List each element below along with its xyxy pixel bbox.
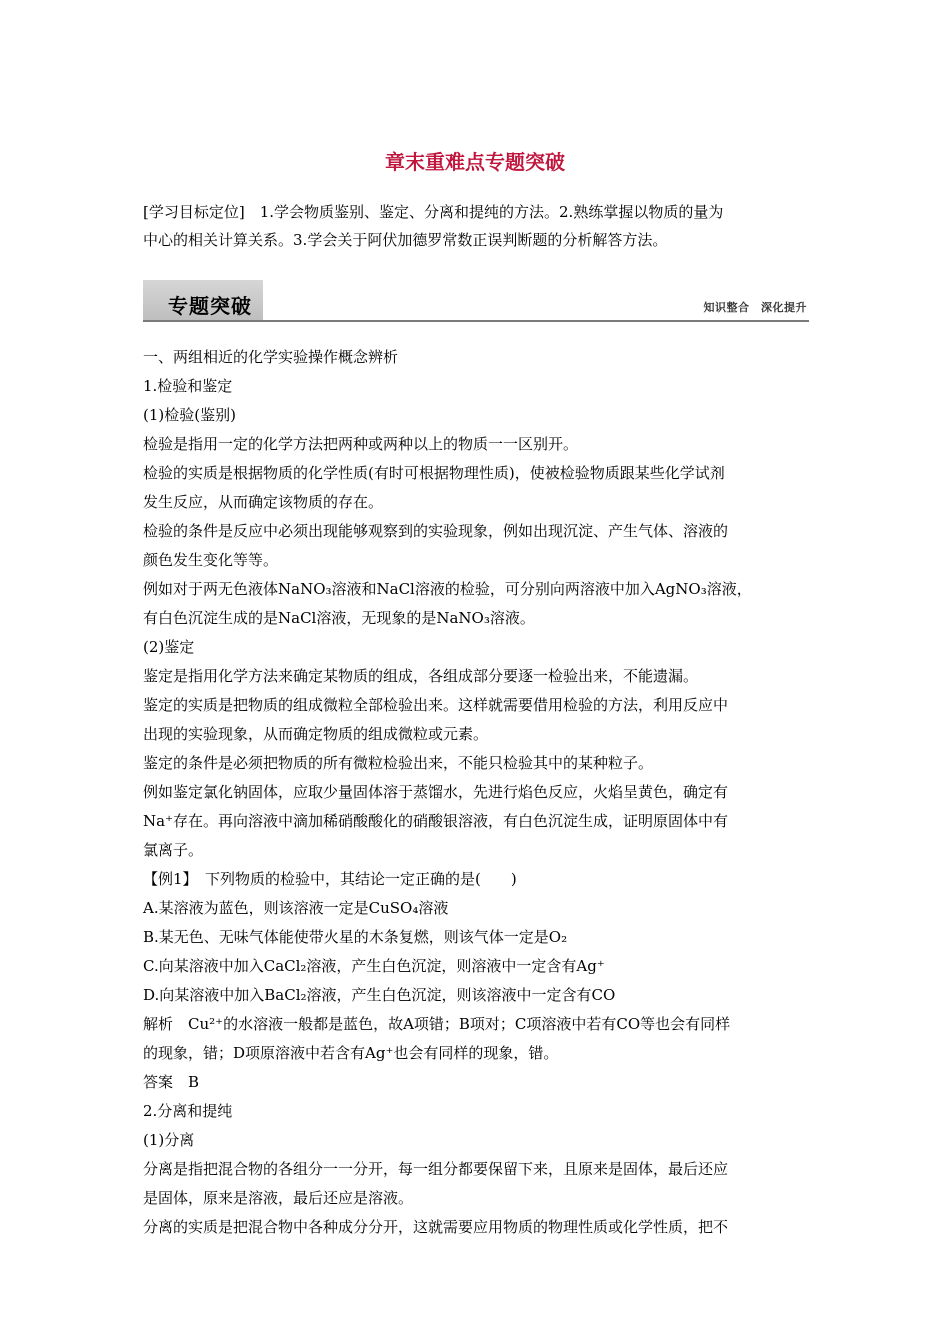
banner-rule xyxy=(143,320,809,322)
section-heading: 一、两组相近的化学实验操作概念辨析 xyxy=(143,348,399,366)
paragraph-line: 氯离子。 xyxy=(143,841,204,859)
banner-label: 专题突破 xyxy=(168,294,252,318)
paragraph-line: 出现的实验现象，从而确定物质的组成微粒或元素。 xyxy=(143,725,489,743)
subsection-heading: (1)分离 xyxy=(143,1131,195,1149)
analysis-line: 解析 Cu²⁺的水溶液一般都是蓝色，故A项错；B项对；C项溶液中若有CO等也会有同样 xyxy=(143,1015,731,1033)
section-banner xyxy=(143,276,809,322)
objectives-line: 中心的相关计算关系。3.学会关于阿伏加德罗常数正误判断题的分析解答方法。 xyxy=(143,231,668,249)
paragraph-line: 检验的条件是反应中必须出现能够观察到的实验现象，例如出现沉淀、产生气体、溶液的 xyxy=(143,522,729,540)
option-a: A.某溶液为蓝色，则该溶液一定是CuSO₄溶液 xyxy=(143,899,449,917)
paragraph-line: 有白色沉淀生成的是NaCl溶液，无现象的是NaNO₃溶液。 xyxy=(143,609,535,627)
option-c: C.向某溶液中加入CaCl₂溶液，产生白色沉淀，则溶液中一定含有Ag⁺ xyxy=(143,957,605,975)
paragraph-line: 鉴定的实质是把物质的组成微粒全部检验出来。这样就需要借用检验的方法，利用反应中 xyxy=(143,696,729,714)
objectives-line: [学习目标定位] 1.学会物质鉴别、鉴定、分离和提纯的方法。2.熟练掌握以物质的量为 xyxy=(143,203,724,221)
paragraph-line: 颜色发生变化等等。 xyxy=(143,551,279,569)
subsection-heading: (2)鉴定 xyxy=(143,638,195,656)
paragraph-line: 分离是指把混合物的各组分一一分开，每一组分都要保留下来，且原来是固体，最后还应 xyxy=(143,1160,729,1178)
example-question: 【例1】 下列物质的检验中，其结论一定正确的是( ) xyxy=(143,870,517,888)
option-b: B.某无色、无味气体能使带火星的木条复燃，则该气体一定是O₂ xyxy=(143,928,568,946)
body-text xyxy=(143,343,811,1242)
paragraph-line: 例如对于两无色液体NaNO₃溶液和NaCl溶液的检验，可分别向两溶液中加入AgNO₃溶液， xyxy=(143,580,752,598)
paragraph-line: 是固体，原来是溶液，最后还应是溶液。 xyxy=(143,1189,414,1207)
learning-objectives xyxy=(143,198,811,254)
subsection-heading: 2.分离和提纯 xyxy=(143,1102,233,1120)
paragraph-line: 例如鉴定氯化钠固体，应取少量固体溶于蒸馏水，先进行焰色反应，火焰呈黄色，确定有 xyxy=(143,783,729,801)
subsection-heading: 1.检验和鉴定 xyxy=(143,377,233,395)
analysis-line: 的现象，错；D项原溶液中若含有Ag⁺也会有同样的现象，错。 xyxy=(143,1044,559,1062)
paragraph-line: Na⁺存在。再向溶液中滴加稀硝酸酸化的硝酸银溶液，有白色沉淀生成，证明原固体中有 xyxy=(143,812,728,830)
option-d: D.向某溶液中加入BaCl₂溶液，产生白色沉淀，则该溶液中一定含有CO xyxy=(143,986,616,1004)
subsection-heading: (1)检验(鉴别) xyxy=(143,406,236,424)
banner-subtitle: 知识整合 深化提升 xyxy=(703,301,807,314)
page-title: 章末重难点专题突破 xyxy=(385,150,565,174)
paragraph-line: 鉴定的条件是必须把物质的所有微粒检验出来，不能只检验其中的某种粒子。 xyxy=(143,754,654,772)
paragraph-line: 检验的实质是根据物质的化学性质(有时可根据物理性质)，使被检验物质跟某些化学试剂 xyxy=(143,464,725,482)
paragraph-line: 检验是指用一定的化学方法把两种或两种以上的物质一一区别开。 xyxy=(143,435,579,453)
paragraph-line: 分离的实质是把混合物中各种成分分开，这就需要应用物质的物理性质或化学性质，把不 xyxy=(143,1218,729,1236)
answer-line: 答案 B xyxy=(143,1073,200,1091)
paragraph-line: 发生反应，从而确定该物质的存在。 xyxy=(143,493,384,511)
paragraph-line: 鉴定是指用化学方法来确定某物质的组成，各组成部分要逐一检验出来，不能遗漏。 xyxy=(143,667,699,685)
